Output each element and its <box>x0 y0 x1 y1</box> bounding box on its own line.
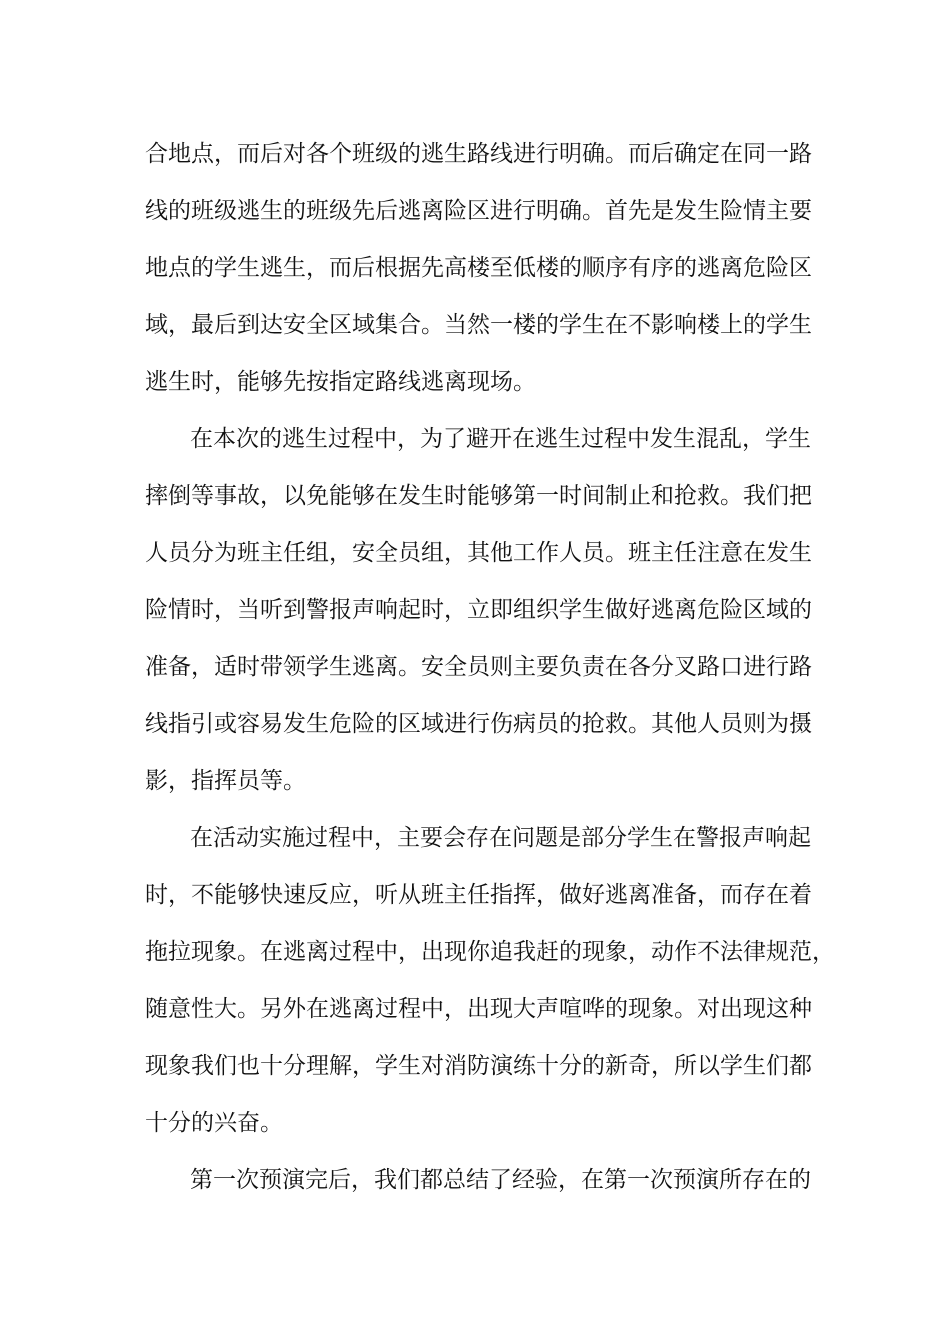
text-line: 逃生时，能够先按指定路线逃离现场。 <box>145 369 536 395</box>
text-line: 拖拉现象。在逃离过程中，出现你追我赶的现象，动作不法律规范， <box>145 939 835 965</box>
text-line: 人员分为班主任组，安全员组，其他工作人员。班主任注意在发生 <box>145 540 812 566</box>
text-line: 时，不能够快速反应，听从班主任指挥，做好逃离准备，而存在着 <box>145 882 812 908</box>
text-line: 现象我们也十分理解，学生对消防演练十分的新奇，所以学生们都 <box>145 1053 812 1079</box>
text-line: 合地点，而后对各个班级的逃生路线进行明确。而后确定在同一路 <box>145 141 812 167</box>
paragraph-first-line: 在本次的逃生过程中，为了避开在逃生过程中发生混乱，学生 <box>190 426 811 452</box>
text-line: 十分的兴奋。 <box>145 1110 283 1136</box>
text-line: 线指引或容易发生危险的区域进行伤病员的抢救。其他人员则为摄 <box>145 711 812 737</box>
paragraph-first-line: 第一次预演完后，我们都总结了经验，在第一次预演所存在的 <box>190 1167 811 1193</box>
text-line: 准备，适时带领学生逃离。安全员则主要负责在各分叉路口进行路 <box>145 654 812 680</box>
text-line: 地点的学生逃生，而后根据先高楼至低楼的顺序有序的逃离危险区 <box>145 255 812 281</box>
text-line: 域，最后到达安全区域集合。当然一楼的学生在不影响楼上的学生 <box>145 312 812 338</box>
paragraph-first-line: 在活动实施过程中，主要会存在问题是部分学生在警报声响起 <box>190 825 811 851</box>
text-line: 影，指挥员等。 <box>145 768 306 794</box>
text-line: 摔倒等事故，以免能够在发生时能够第一时间制止和抢救。我们把 <box>145 483 812 509</box>
text-line: 险情时，当听到警报声响起时，立即组织学生做好逃离危险区域的 <box>145 597 812 623</box>
text-line: 随意性大。另外在逃离过程中，出现大声喧哗的现象。对出现这种 <box>145 996 812 1022</box>
text-line: 线的班级逃生的班级先后逃离险区进行明确。首先是发生险情主要 <box>145 198 812 224</box>
